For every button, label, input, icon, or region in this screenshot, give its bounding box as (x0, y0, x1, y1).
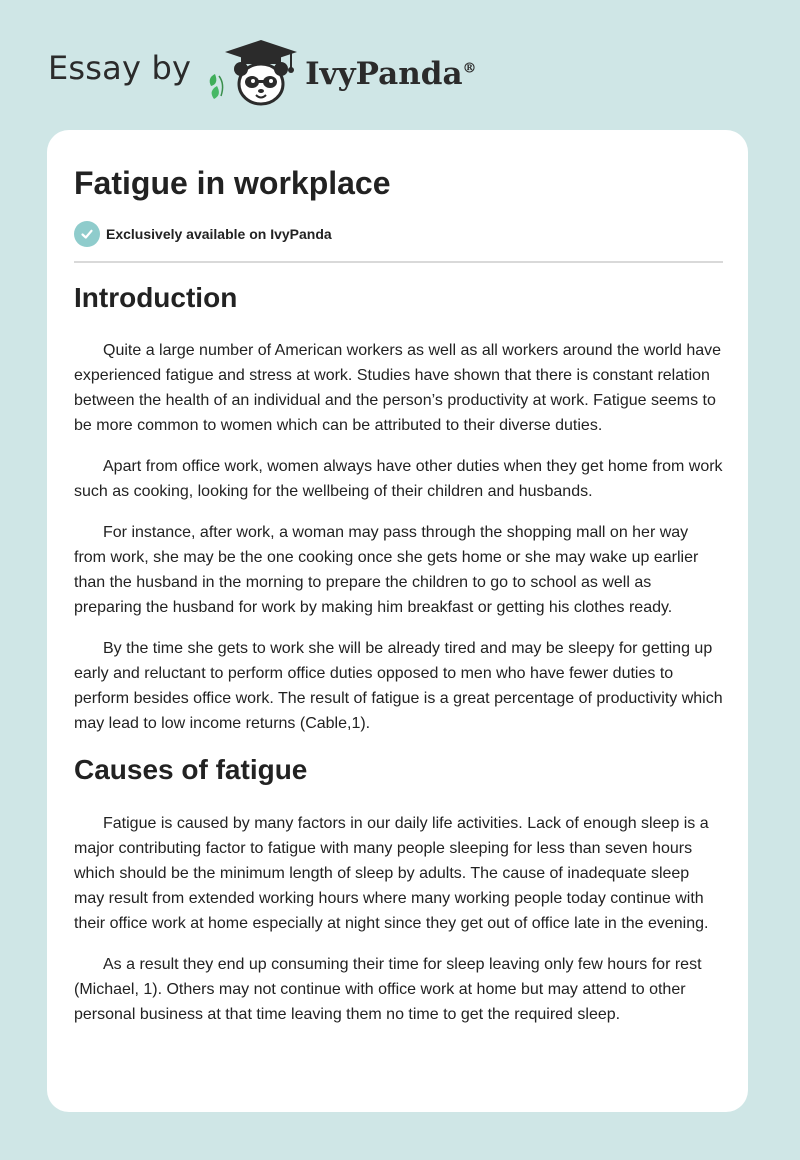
page-title: Fatigue in workplace (74, 165, 391, 201)
paragraph: By the time she gets to work she will be already tired and may be sleepy for getting up early and reluctant to perform office duties opposed to men who have fewer duties to perform besides office work. The result of fatigue is a great percentage of productivity which may lead to low income returns (Cable,1). (74, 640, 723, 733)
section-causes-of-fatigue (74, 752, 723, 1026)
brand-name (305, 56, 476, 92)
exclusive-badge-label: Exclusively available on IvyPanda (106, 226, 332, 242)
essay-card (47, 130, 748, 1112)
site-logo[interactable] (48, 36, 477, 108)
section-heading: Introduction (74, 282, 238, 313)
paragraph: For instance, after work, a woman may pass through the shopping mall on her way from work, she may be the one cooking once she gets home or she may wake up earlier than the husband in the morning to prepare the children to go to school as well as preparing the husband for work by making him breakfast or getting his clothes ready. (74, 524, 699, 617)
title-divider (74, 261, 723, 263)
exclusive-badge (74, 221, 332, 247)
essay-body (74, 280, 723, 1043)
check-icon (74, 221, 100, 247)
registered-mark: ® (462, 60, 477, 77)
paragraph: Apart from office work, women always have other duties when they get home from work such as cooking, looking for the wellbeing of their children and husbands. (74, 458, 723, 501)
brand-prefix: Essay by (48, 49, 192, 87)
paragraph: Fatigue is caused by many factors in our daily life activities. Lack of enough sleep is a major contributing factor to fatigue with many people sleeping for less than seven hours which should be the minimum length of sleep by adults. The cause of inadequate sleep may result from extended working hours where many working people today continue with their office work at home especially at night since they get out of office late in the evening. (74, 814, 709, 932)
section-introduction (74, 280, 723, 736)
panda-mascot-icon (205, 36, 301, 108)
paragraph: Quite a large number of American workers as well as all workers around the world have experienced fatigue and stress at work. Studies have shown that there is constant relation between the health of an individual and the person’s productivity at work. Fatigue seems to be more common to women which can be attributed to their diverse duties. (74, 342, 722, 435)
section-heading: Causes of fatigue (74, 754, 308, 786)
brand-name-text: IvyPanda (305, 56, 463, 92)
paragraph: As a result they end up consuming their time for sleep leaving only few hours for rest (Michael, 1). Others may not continue with office work at home but may attend to other personal business at that time leaving them no time to get the required sleep. (74, 955, 702, 1023)
